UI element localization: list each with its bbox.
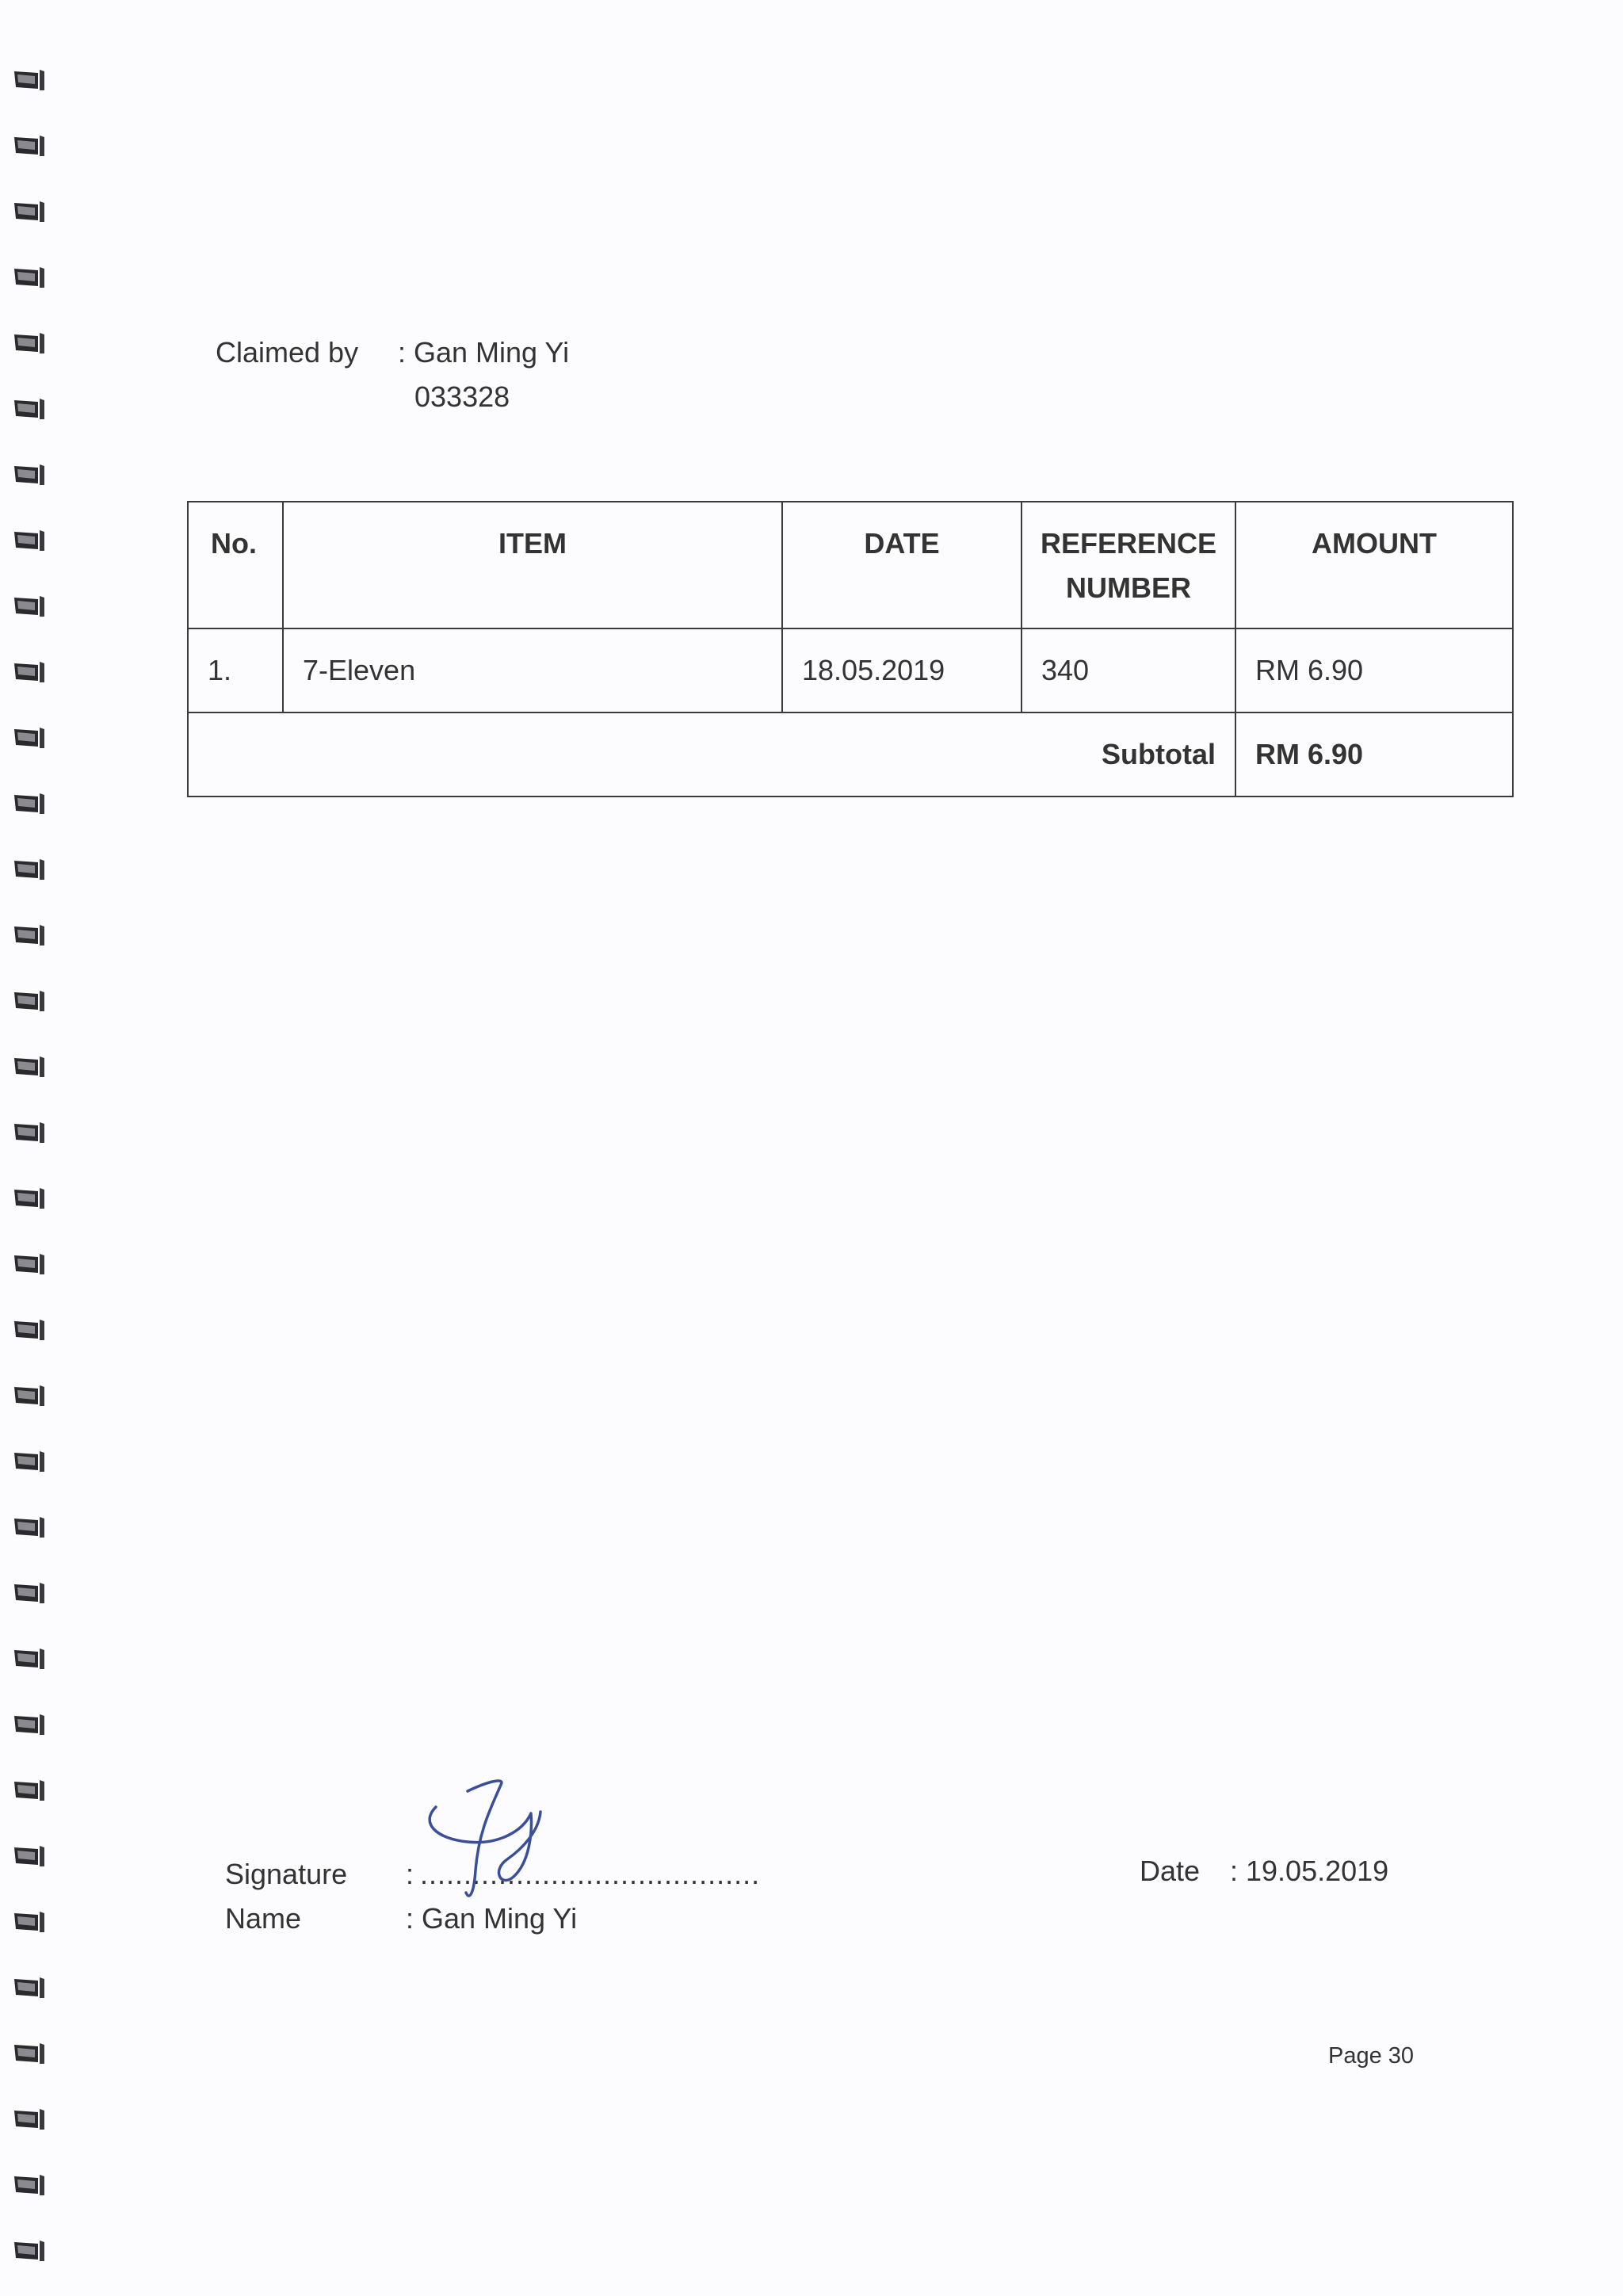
date-label: Date xyxy=(1140,1855,1201,1887)
binding-ring-icon xyxy=(11,1778,49,1802)
binding-ring-icon xyxy=(11,1713,49,1736)
header-reference xyxy=(1022,502,1235,628)
binding-ring-icon xyxy=(11,1055,49,1079)
binding-ring-icon xyxy=(11,266,49,289)
binding-ring-icon xyxy=(11,68,49,92)
claim-table xyxy=(187,501,1514,797)
table-header-row xyxy=(188,502,1513,628)
subtotal-label: Subtotal xyxy=(188,712,1235,797)
row-no: 1. xyxy=(188,628,283,712)
header-amount: AMOUNT xyxy=(1235,502,1513,628)
subtotal-row xyxy=(188,712,1513,797)
header-date: DATE xyxy=(782,502,1022,628)
table-row xyxy=(188,628,1513,712)
claimed-by-name: : Gan Ming Yi xyxy=(398,336,570,369)
signature-label: Signature xyxy=(225,1858,348,1890)
row-reference: 340 xyxy=(1022,628,1235,712)
binding-ring-icon xyxy=(11,1910,49,1934)
binding-ring-icon xyxy=(11,660,49,684)
binding-ring-icon xyxy=(11,1318,49,1342)
name-value: : Gan Ming Yi xyxy=(406,1902,578,1935)
binding-ring-icon xyxy=(11,2042,49,2065)
binding-ring-icon xyxy=(11,331,49,355)
binding-ring-icon xyxy=(11,1515,49,1539)
binding-ring-icon xyxy=(11,2239,49,2263)
binding-ring-icon xyxy=(11,529,49,552)
page-number: Page 30 xyxy=(1328,2043,1415,2069)
binding-ring-icon xyxy=(11,792,49,816)
binding-ring-icon xyxy=(11,134,49,158)
date-value: : 19.05.2019 xyxy=(1230,1855,1389,1887)
spiral-binding xyxy=(11,0,59,2296)
binding-ring-icon xyxy=(11,1976,49,2000)
binding-ring-icon xyxy=(11,858,49,881)
header-reference-line2: NUMBER xyxy=(1066,571,1191,604)
row-item: 7-Eleven xyxy=(283,628,782,712)
binding-ring-icon xyxy=(11,1581,49,1605)
name-label: Name xyxy=(225,1902,302,1935)
binding-ring-icon xyxy=(11,1450,49,1473)
binding-ring-icon xyxy=(11,1121,49,1144)
binding-ring-icon xyxy=(11,463,49,487)
binding-ring-icon xyxy=(11,2173,49,2197)
binding-ring-icon xyxy=(11,397,49,421)
row-date: 18.05.2019 xyxy=(782,628,1022,712)
header-reference-line1: REFERENCE xyxy=(1040,527,1217,560)
signature-line: ....................................... xyxy=(420,1858,761,1890)
header-no: No. xyxy=(188,502,283,628)
claimed-by-label: Claimed by xyxy=(216,336,359,369)
signature-colon: : xyxy=(406,1858,414,1890)
binding-ring-icon xyxy=(11,989,49,1013)
binding-ring-icon xyxy=(11,1186,49,1210)
binding-ring-icon xyxy=(11,1844,49,1868)
claimed-by-id: 033328 xyxy=(414,380,510,413)
binding-ring-icon xyxy=(11,923,49,947)
binding-ring-icon xyxy=(11,1252,49,1276)
binding-ring-icon xyxy=(11,2107,49,2131)
binding-ring-icon xyxy=(11,200,49,223)
subtotal-value: RM 6.90 xyxy=(1235,712,1513,797)
binding-ring-icon xyxy=(11,726,49,750)
handwritten-signature xyxy=(412,1775,586,1910)
binding-ring-icon xyxy=(11,1647,49,1671)
binding-ring-icon xyxy=(11,594,49,618)
binding-ring-icon xyxy=(11,1384,49,1408)
row-amount: RM 6.90 xyxy=(1235,628,1513,712)
header-item: ITEM xyxy=(283,502,782,628)
